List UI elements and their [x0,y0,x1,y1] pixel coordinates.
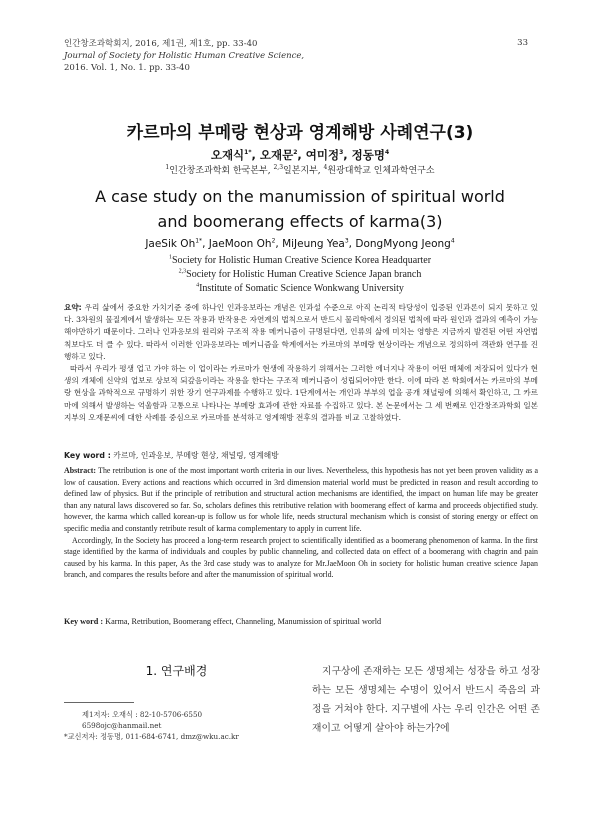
affiliation-en-3: $^4$Institute of Somatic Science Wonkwang University [196,282,404,294]
english-abstract [64,465,538,581]
korean-title: 카르마의 부메랑 현상과 영계해방 사례연구(3) [126,123,474,143]
korean-authors: 오재식$^{1*}$, 오재문$^2$, 여미정$^3$, 정동명$^4$ [210,148,390,162]
english-authors: JaeSik $Oh^{1*}$, JaeMoon Oh$^2$, MiJeung Yea$^3$, DongMyong Jeong$^4$ [145,237,455,250]
korean-abstract [64,302,538,424]
korean-affiliations: $^1$인간창조과학회 한국본부, $^{2,3}$일본지부, $^4$원광대학교 인체과학연구소 [165,164,435,176]
korean-keywords-text: 카르마, 인과응보, 부메랑 현상, 채널링, 영계해방 [113,451,279,460]
footnote-email: 6598ojc@hanmail.net [82,721,162,731]
korean-keywords-label: Key word : [64,451,111,460]
running-header [64,38,304,74]
author-en-3: MiJeung Yea [282,238,345,250]
journal-en-name: Journal of Society for Holistic Human Creative Science, [64,51,305,61]
body-column-right [312,662,540,738]
english-keywords [64,617,381,626]
author-en-2: JaeMoon Oh [208,238,272,250]
author-kr-3: 여미정 [305,148,340,162]
body-paragraph: 지구상에 존재하는 모든 생명체는 성장을 하고 성장하는 모든 생명체는 수명이 있어서 반드시 죽음의 과정을 거쳐야 한다. 지구별에 사는 우리 인간은 어떤 존재이고 어떻게 살아야 하는가?에 [312,666,540,734]
english-title-line-1: A case study on the manumission of spiritual world [95,187,505,206]
footnote-divider [64,702,134,703]
author-en-1: JaeSik Oh [145,238,196,250]
korean-keywords [64,450,279,461]
korean-abstract-label: 요약: [64,303,82,312]
affiliation-en-1: $^1$Society for Holistic Human Creative Science Korea Headquarter [168,254,432,266]
english-title-line-2: and boomerang effects of karma(3) [157,212,443,231]
english-title [0,184,600,234]
affiliation-en-2: $^{2,3}$Society for Holistic Human Creative Science Japan branch [178,268,422,280]
english-keywords-text: Karma, Retribution, Boomerang effect, Channeling, Manumission of spiritual world [105,617,382,626]
section-heading-research-background: 1. 연구배경 [145,664,208,678]
footnote-first-author: 제1저자: 오재식 : 82-10-5706-6550 [82,710,203,719]
journal-kr-citation: 인간창조과학회지, 2016, 제1권, 제1호, pp. 33-40 [64,39,258,49]
author-en-4: DongMyong Jeong [355,238,451,250]
korean-abstract-para-2: 따라서 우리가 평생 업고 가야 하는 이 업이라는 카르마가 현생에 작용하기 위해서는 그러한 에너지나 작용이 어떤 매체에 저장되어 있다가 현생의 개체에 신약의 업보로 상보적 되갚음이라는 작용을 한다는 구조적 메커니즘이 성립되어야만 한다. 이에 따라 본 학회에서는 카르마의 부메랑 현상을 과학적으로 규명하기 위한 장기 연구과제를 수행하고 있다. 1단계에서는 개인과 부부의 업을 공개 채널링에 의해서 확인하고, 그 카르마에 의해서 발생하는 억울함과 고통으로 나타나는 부메랑 효과에 관한 자료를 수집하고 있다. 본 논문에서는 그 세 번째로 인간창조과학회 일본지부의 오재문씨에 대한 사례를 중심으로 카르마를 분석하고 영계해방 전후의 결과를 비교 고찰하였다. [64,364,538,422]
author-kr-4: 정동명 [351,148,385,162]
page-number: 33 [517,38,528,48]
english-affiliations [0,254,600,296]
korean-abstract-para-1: 요약: 우리 삶에서 중요한 가치기준 중에 하나인 인과응보라는 개념은 인과설 수준으로 아직 논리적 타당성이 입증된 인과론이 되지 못하고 있다. 3차원의 물질계에서 발생하는 모든 작용과 반작용은 자연계의 법칙으로서 반드시 물리학에서 정의된 법칙에 따라 원인과 결과의 예측이 가능해야만하기 때문이다. 그러나 인과응보의 원리와 구조적 작용 메커니즘이 규명된다면, 인류의 삶에 미치는 영향은 지금까지 발견된 어떤 자연법칙보다도 더 클 수 있다. 따라서 이러한 인과응보라는 메커니즘을 학계에서는 카르마의 부메랑 현상이라는 개념으로 정의하여 객관화 연구를 진행하고 있다. [64,303,538,361]
english-abstract-label: Abstract: [64,466,96,475]
footnote-corresponding-author: *교신저자: 정동명, 011-684-6741, dmz@wku.ac.kr [64,732,239,742]
footnotes [64,709,239,743]
english-keywords-label: Key word : [64,617,104,626]
author-kr-1: 오재식 [210,148,245,162]
english-abstract-para-2: Accordingly, In the Society has proceed a long-term research project to scientifically identified as a boomerang phenomenon of karma. In the first stage identified by the karma of individuals and couples by public channeling, and collected data on effect of a boomerang with chagrin and pain caused by his karma. In this paper, As the 3rd case study was to analyze for Mr.JaeMoon Oh in society for holistic human creative science Japan branch, and compares the results before and after the manumission of spiritual world. [64,535,538,580]
author-kr-2: 오재문 [259,148,294,162]
journal-en-citation: 2016. Vol. 1, No. 1. pp. 33-40 [64,63,190,73]
english-abstract-para-1: Abstract: The retribution is one of the most important worth criteria in our lives. Nevertheless, this hypothesis has not yet been proven validity as a low of causation. Every actions and reactions which occurred in 3rd dimension material world must be predicted in reason and result according to defined law of physics. But if the principle of retribution and structural action mechanisms are identified, the impact on human life may be greater than any natural laws discovered so far. So, scholars defines this retributive relation with boomerang effect of karma and proceeds objectified study. however, the karma which called korean-up is follow us for whole life, needs structural mechanism which is consist of storing energy or effect on specific media and constantly retribute result of karma complementary to apply in current life. [64,466,538,533]
